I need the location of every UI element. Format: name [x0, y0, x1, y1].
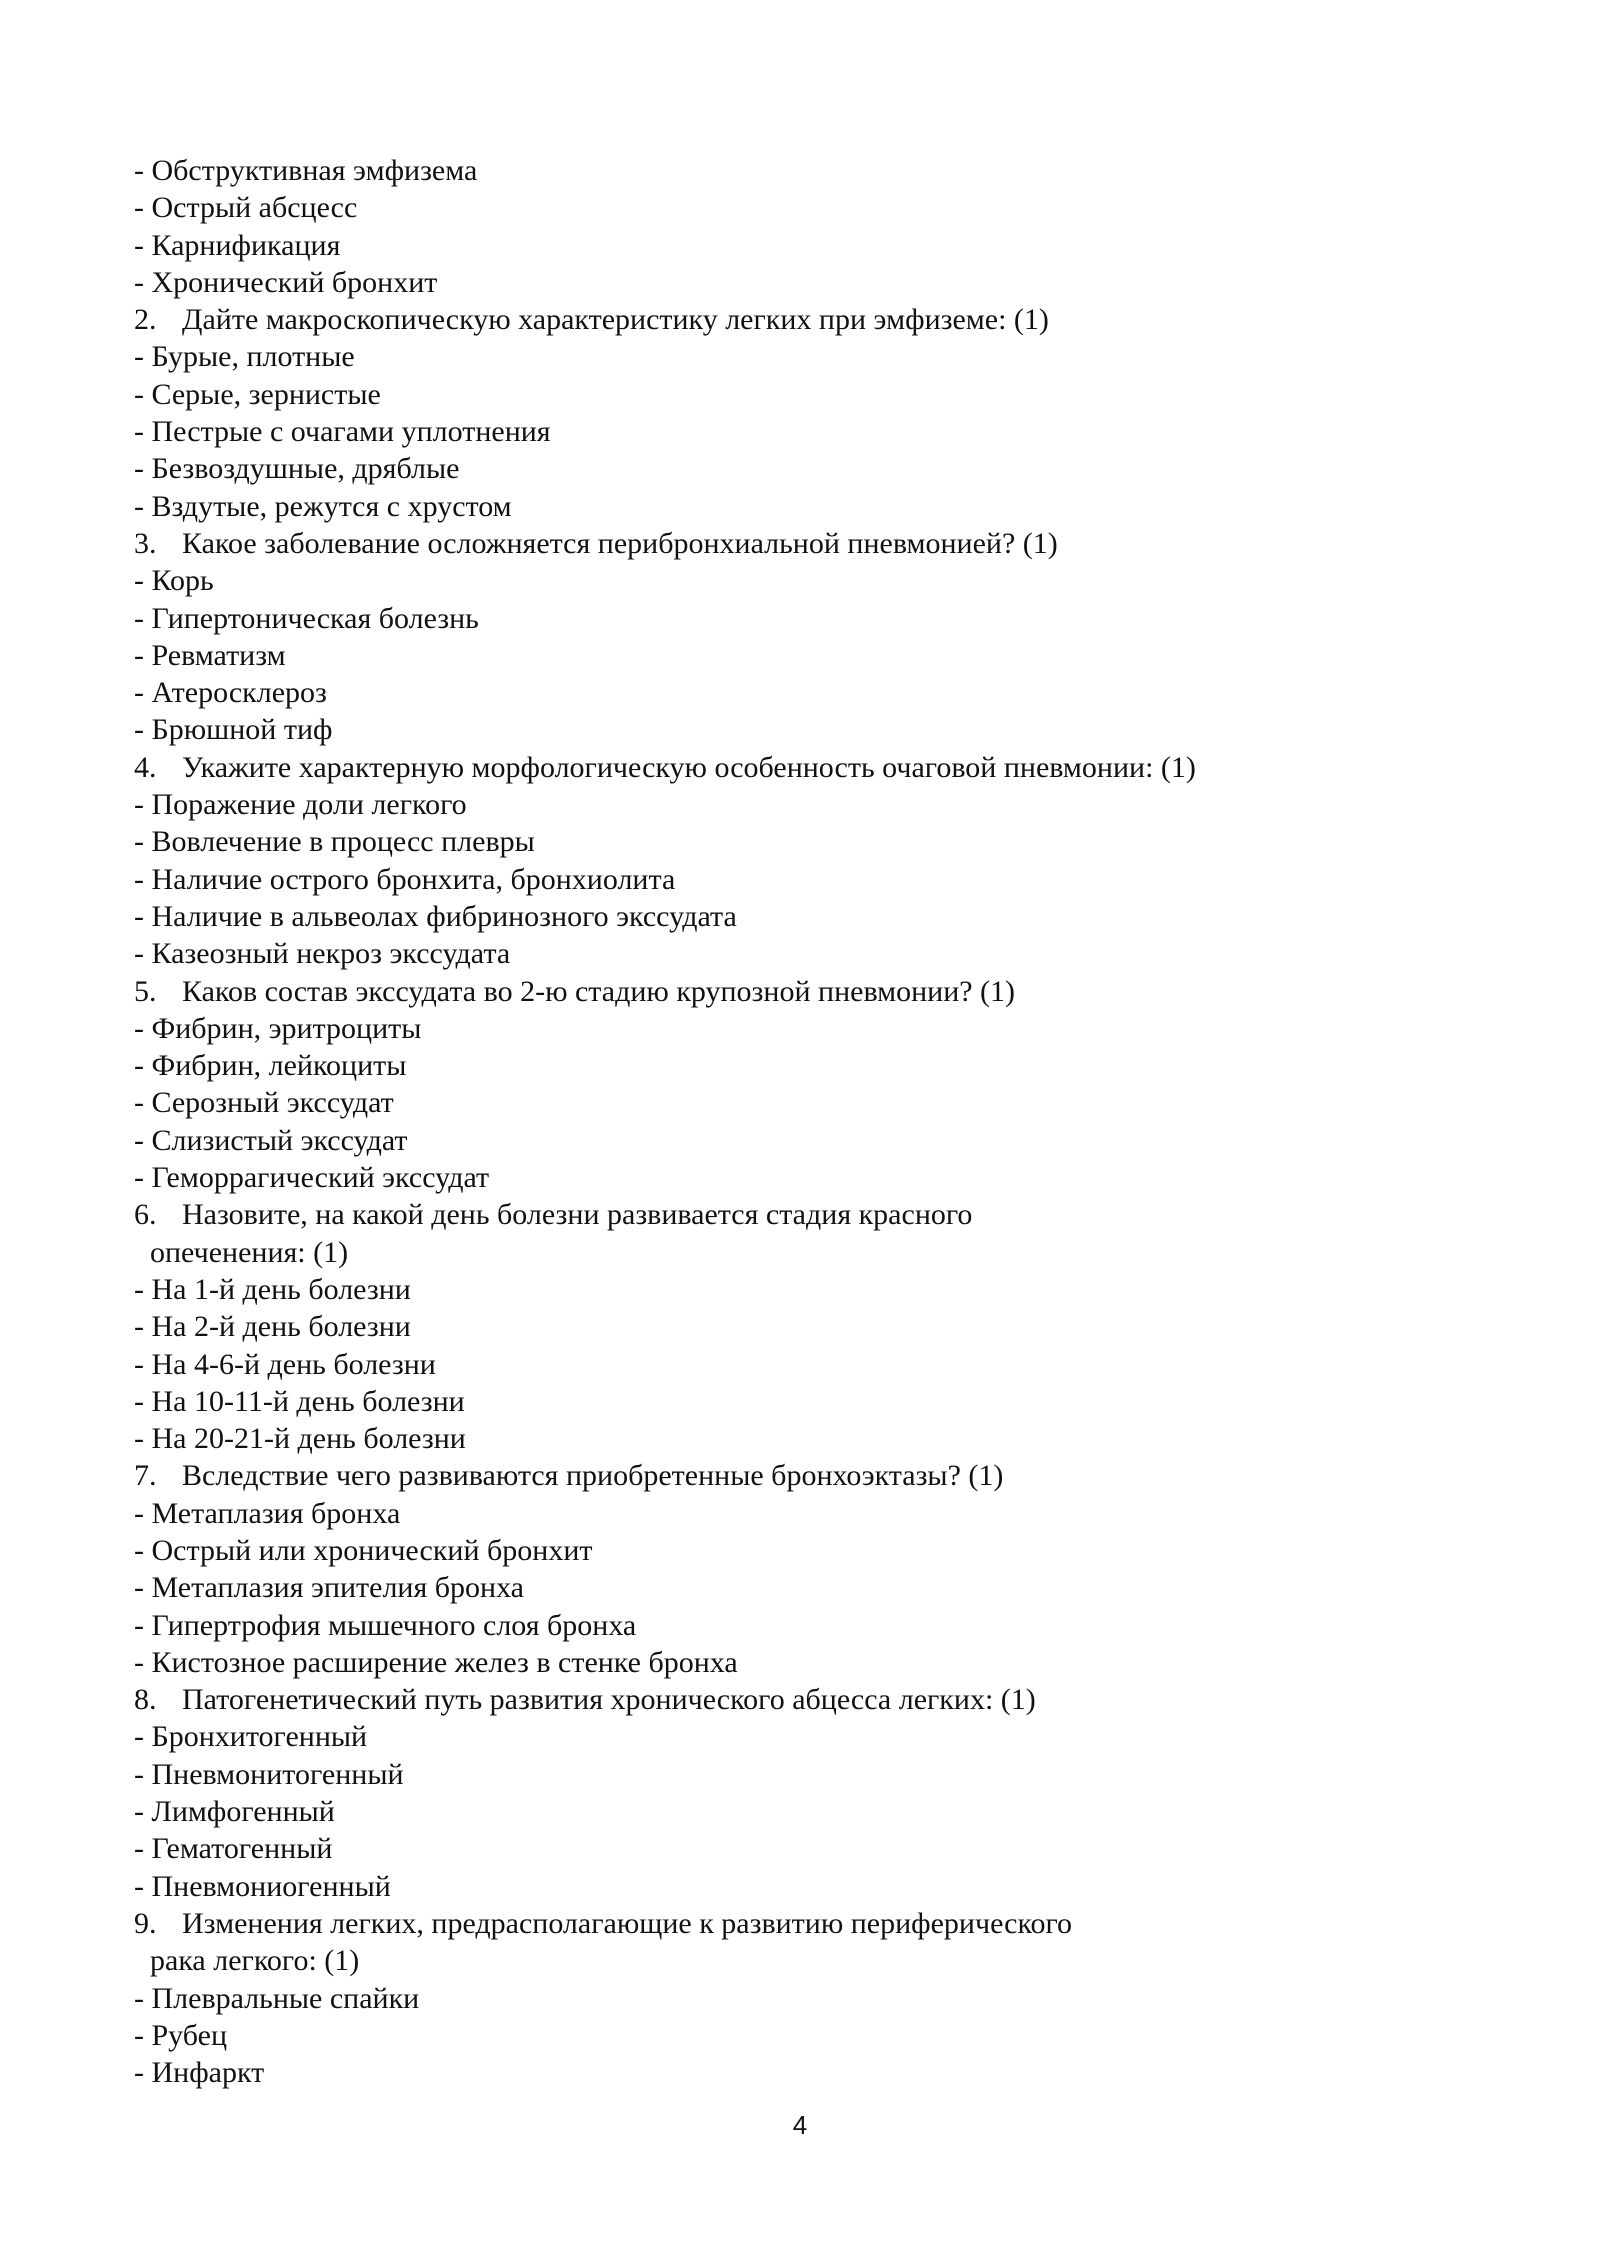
question-text: Укажите характерную морфологическую особенность очаговой пневмонии: (1)	[182, 750, 1196, 784]
answer-option: - Пестрые с очагами уплотнения	[134, 415, 551, 449]
answer-option: - Бронхитогенный	[134, 1720, 368, 1754]
answer-option: - Пневмониогенный	[134, 1869, 391, 1903]
question-line	[134, 1457, 1464, 1494]
question-number: 5.	[134, 974, 157, 1008]
answer-option: - Хронический бронхит	[134, 265, 438, 299]
answer-option: - На 2-й день болезни	[134, 1310, 411, 1344]
answer-option: - Серые, зернистые	[134, 377, 381, 411]
question-text: Патогенетический путь развития хронического абцесса легких: (1)	[182, 1683, 1036, 1717]
answer-option: - Инфаркт	[134, 2056, 265, 2090]
question-line	[134, 1905, 1464, 1942]
document-body	[134, 152, 1464, 2091]
answer-option: - Наличие в альвеолах фибринозного экссудата	[134, 899, 737, 933]
answer-option: - Атеросклероз	[134, 676, 327, 710]
answer-option: - Корь	[134, 564, 214, 598]
question-text: Вследствие чего развиваются приобретенные бронхоэктазы? (1)	[182, 1459, 1004, 1493]
answer-option: - Обструктивная эмфизема	[134, 154, 478, 187]
answer-option: - Безвоздушные, дряблые	[134, 452, 460, 486]
answer-option: - На 20-21-й день болезни	[134, 1422, 466, 1456]
answer-option: - Серозный экссудат	[134, 1086, 394, 1120]
question-text: Назовите, на какой день болезни развивается стадия красного	[182, 1198, 973, 1232]
answer-option: - Острый абсцесс	[134, 191, 358, 225]
answer-option: - Фибрин, лейкоциты	[134, 1049, 407, 1083]
question-number: 3.	[134, 526, 157, 560]
answer-option: - Наличие острого бронхита, бронхиолита	[134, 862, 676, 896]
question-line	[134, 525, 1464, 562]
question-number: 9.	[134, 1906, 157, 1940]
question-number: 2.	[134, 303, 157, 337]
answer-option: - Пневмонитогенный	[134, 1757, 404, 1791]
question-text: Какое заболевание осложняется перибронхиальной пневмонией? (1)	[182, 526, 1058, 560]
answer-option: - Кистозное расширение желез в стенке бронха	[134, 1645, 738, 1679]
question-number: 6.	[134, 1198, 157, 1232]
answer-option: - На 10-11-й день болезни	[134, 1384, 465, 1418]
page-number: 4	[792, 2110, 808, 2140]
answer-option: - Вовлечение в процесс плевры	[134, 825, 535, 859]
question-text: Каков состав экссудата во 2-ю стадию крупозной пневмонии? (1)	[182, 974, 1016, 1008]
answer-option: - Гипертрофия мышечного слоя бронха	[134, 1608, 637, 1642]
question-text: Изменения легких, предрасполагающие к развитию периферического	[182, 1906, 1073, 1940]
answer-option: - Гематогенный	[134, 1832, 333, 1866]
question-line	[134, 1196, 1464, 1233]
question-number: 7.	[134, 1459, 157, 1493]
question-continuation: рака легкого: (1)	[150, 1944, 360, 1978]
answer-option: - Острый или хронический бронхит	[134, 1533, 593, 1567]
answer-option: - На 1-й день болезни	[134, 1272, 411, 1306]
question-line	[134, 749, 1464, 786]
question-line	[134, 973, 1464, 1010]
question-line	[134, 301, 1464, 338]
answer-option: - Плевральные спайки	[134, 1981, 420, 2015]
question-line	[134, 1681, 1464, 1718]
answer-option: - Гипертоническая болезнь	[134, 601, 479, 635]
answer-option: - Рубец	[134, 2018, 228, 2052]
answer-option: - Карнификация	[134, 228, 341, 262]
answer-option: - Брюшной тиф	[134, 713, 333, 747]
answer-option: - Бурые, плотные	[134, 340, 355, 374]
answer-option: - Геморрагический экссудат	[134, 1161, 490, 1195]
answer-option: - Метаплазия эпителия бронха	[134, 1571, 524, 1605]
answer-option: - Вздутые, режутся с хрустом	[134, 489, 512, 523]
answer-option: - Казеозный некроз экссудата	[134, 937, 511, 971]
question-number: 8.	[134, 1683, 157, 1717]
answer-option: - Ревматизм	[134, 638, 286, 672]
answer-option: - На 4-6-й день болезни	[134, 1347, 436, 1381]
question-number: 4.	[134, 750, 157, 784]
answer-option: - Фибрин, эритроциты	[134, 1011, 422, 1045]
answer-option: - Лимфогенный	[134, 1795, 335, 1829]
answer-option: - Слизистый экссудат	[134, 1123, 408, 1157]
answer-option: - Метаплазия бронха	[134, 1496, 401, 1530]
question-continuation: опеченения: (1)	[150, 1235, 349, 1269]
answer-option: - Поражение доли легкого	[134, 788, 467, 822]
question-text: Дайте макроскопическую характеристику легких при эмфиземе: (1)	[182, 303, 1049, 337]
